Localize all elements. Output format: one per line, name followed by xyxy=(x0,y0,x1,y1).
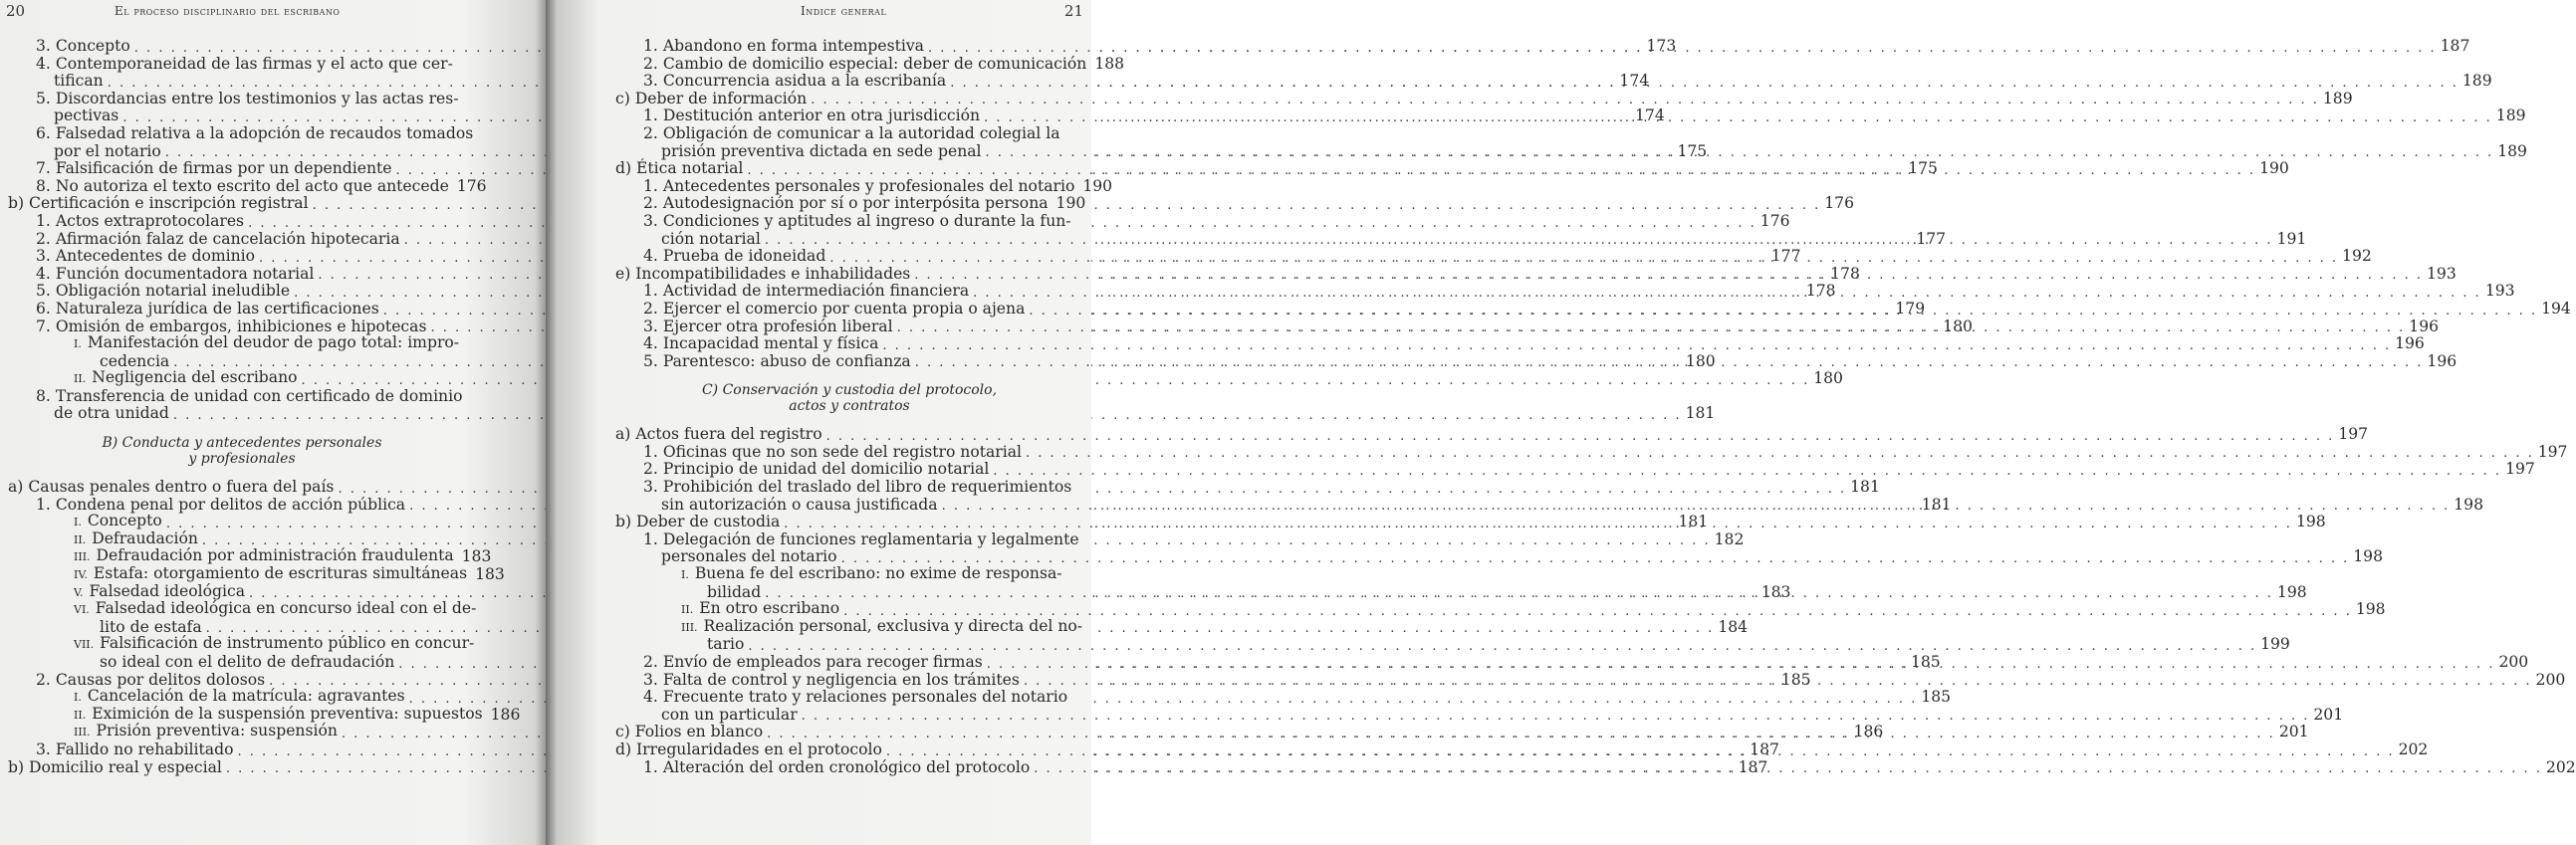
dot-leader xyxy=(829,251,2338,266)
toc-entry-label xyxy=(36,213,244,231)
toc-page-number: 177 xyxy=(1916,229,1947,248)
roman-numeral: I. xyxy=(681,568,689,582)
toc-entry-text: de otra unidad xyxy=(54,404,169,423)
toc-page-number: 182 xyxy=(1714,529,1745,548)
toc-entry-text: 1. Actos extraprotocolares xyxy=(36,211,245,230)
toc-page-number: 197 xyxy=(2338,425,2369,444)
toc-entry-label xyxy=(36,125,473,143)
toc-entry-text: ción notarial xyxy=(661,229,761,248)
toc-page-number: 176 xyxy=(1824,194,1855,213)
toc-entry-text: 4. Función documentadora notarial xyxy=(36,264,315,283)
toc-page-number: 201 xyxy=(2313,705,2344,724)
toc-page-number: 198 xyxy=(2276,582,2307,601)
toc-entry-label xyxy=(615,741,882,759)
toc-page-number: 187 xyxy=(2440,37,2470,55)
toc-page-number: 183 xyxy=(1760,582,1791,601)
toc-entry-label xyxy=(74,600,476,619)
toc-entry-label xyxy=(643,283,969,301)
toc-page-number: 181 xyxy=(1685,404,1716,423)
roman-numeral: I. xyxy=(74,337,82,351)
toc-page-number: 176 xyxy=(456,176,487,195)
toc-entry-text: lito de estafa xyxy=(100,617,202,636)
toc-entry-text: b) Domicilio real y especial xyxy=(8,757,222,776)
toc-page-number: 202 xyxy=(2398,739,2429,758)
dot-leader xyxy=(1026,446,2534,461)
toc-entry-text: 8. No autoriza el texto escrito del acto que antecede xyxy=(36,176,449,195)
toc-page-number: 200 xyxy=(2535,670,2566,689)
toc-entry-text: 4. Frecuente trato y relaciones personales del notario xyxy=(643,688,1068,707)
toc-page-number: 194 xyxy=(2541,299,2571,317)
dot-leader xyxy=(1024,670,2532,689)
toc-page-number: 178 xyxy=(1830,264,1860,283)
section-heading-line: actos y contratos xyxy=(789,398,910,415)
toc-page-number: 186 xyxy=(1853,723,1884,741)
dot-leader xyxy=(1034,757,2542,776)
roman-numeral: II. xyxy=(74,532,87,546)
toc-entry-text: b) Certificación e inscripción registral xyxy=(8,194,309,213)
section-heading xyxy=(8,435,476,467)
toc-entry-text: 3. Concepto xyxy=(36,37,130,55)
dot-leader xyxy=(748,639,2256,654)
toc-page-number: 189 xyxy=(2461,72,2492,91)
dot-leader xyxy=(993,464,2501,479)
toc-entry-text: 1. Abandono en forma intempestiva xyxy=(643,37,924,55)
toc-entry-label xyxy=(661,143,982,161)
toc-page-number: 186 xyxy=(490,705,521,724)
toc-entry-text: En otro escribano xyxy=(699,599,840,618)
toc-entry-text: a) Causas penales dentro o fuera del país xyxy=(8,478,335,497)
roman-numeral: II. xyxy=(74,708,87,722)
toc-entry-label xyxy=(643,178,1074,196)
toc-entry-text: 4. Prueba de idoneidad xyxy=(643,247,826,266)
toc-entry[interactable] xyxy=(8,176,487,196)
roman-numeral: III. xyxy=(74,550,91,564)
section-heading-line: y profesionales xyxy=(188,451,296,468)
roman-numeral: II. xyxy=(681,603,694,617)
toc-page-number: 181 xyxy=(1921,495,1952,514)
toc-entry-label xyxy=(8,759,222,777)
toc-entry-label xyxy=(36,266,314,284)
toc-entry-text: 3. Concurrencia asidua a la escribanía xyxy=(643,72,947,91)
toc-entry-text: 2. Obligación de comunicar a la autoridad colegial la xyxy=(643,123,1060,142)
toc-page-number: 187 xyxy=(1750,739,1779,758)
toc-entry-label xyxy=(8,195,309,213)
toc-entry[interactable] xyxy=(615,125,1083,143)
toc-entry-label xyxy=(643,479,1071,497)
toc-entry[interactable] xyxy=(615,460,2535,479)
toc-entry[interactable] xyxy=(8,56,476,74)
toc-entry-text: 3. Falta de control y negligencia en los trámites xyxy=(643,670,1020,689)
toc-entry-text: 2. Cambio de domicilio especial: deber de comunicación xyxy=(643,54,1087,73)
toc-page-number: 176 xyxy=(1759,211,1790,230)
toc-entry-text: 5. Obligación notarial ineludible xyxy=(36,282,291,301)
toc-entry-label xyxy=(643,689,1067,707)
toc-page-number: 202 xyxy=(2545,757,2576,776)
toc-entry-text: a) Actos fuera del registro xyxy=(615,425,822,444)
toc-entry[interactable] xyxy=(615,54,1125,74)
toc-entry[interactable] xyxy=(8,335,476,353)
toc-entry-text: cedencia xyxy=(100,351,170,370)
dot-leader xyxy=(765,582,2273,601)
toc-page-number: 193 xyxy=(2426,264,2457,283)
toc-entry-label xyxy=(36,283,290,301)
toc-entry-text: tario xyxy=(707,635,745,654)
dot-leader xyxy=(1029,304,2537,318)
toc-entry[interactable] xyxy=(8,636,476,654)
toc-entry[interactable] xyxy=(8,388,476,406)
toc-page-number: 198 xyxy=(2295,513,2326,531)
toc-entry-text: 5. Parentesco: abuso de confianza xyxy=(643,351,911,370)
toc-page-number: 189 xyxy=(2322,89,2353,107)
toc-page-number: 185 xyxy=(1780,670,1811,689)
toc-entry-text: 2. Envío de empleados para recoger firmas xyxy=(643,653,983,671)
dot-leader xyxy=(984,110,2492,125)
toc-entry-text: 4. Incapacidad mental y física xyxy=(643,334,879,353)
toc-entry-label xyxy=(36,248,255,266)
toc-page-number: 201 xyxy=(2278,723,2309,741)
toc-entry-text: Concepto xyxy=(87,512,162,530)
toc-page-number: 174 xyxy=(1635,106,1665,125)
dot-leader xyxy=(765,229,2273,248)
toc-entry[interactable] xyxy=(615,425,2369,444)
toc-entry-label xyxy=(74,723,338,741)
toc-entry-text: 2. Principio de unidad del domicilio notarial xyxy=(643,460,990,479)
toc-entry[interactable] xyxy=(615,705,2344,725)
toc-entry-text: 2. Causas por delitos dolosos xyxy=(36,670,266,689)
toc-entry-label xyxy=(661,707,798,725)
toc-entry-text: 7. Falsificación de firmas por un dependiente xyxy=(36,159,392,178)
toc-entry-text: Falsedad ideológica xyxy=(89,581,245,600)
toc-entry-label xyxy=(643,654,983,672)
toc-page-number: 178 xyxy=(1805,282,1836,301)
roman-numeral: IV. xyxy=(74,568,88,582)
toc-page-number: 175 xyxy=(1677,141,1708,160)
dot-leader xyxy=(841,551,2350,566)
toc-page-number: 181 xyxy=(1850,478,1880,497)
toc-entry-text: d) Irregularidades en el protocolo xyxy=(615,739,882,758)
toc-entry-label xyxy=(643,318,893,336)
dot-leader xyxy=(802,709,2310,724)
toc-entry-label xyxy=(36,91,459,108)
toc-page-number: 190 xyxy=(2259,159,2289,178)
toc-entry-text: sin autorización o causa justificada xyxy=(661,495,938,514)
toc-entry[interactable] xyxy=(8,91,476,108)
toc-page-number: 191 xyxy=(2276,229,2307,248)
toc-entry-text: Cancelación de la matrícula: agravantes xyxy=(87,687,405,706)
dot-leader xyxy=(928,41,2437,56)
roman-numeral: II. xyxy=(74,372,87,386)
toc-entry-text: 8. Transferencia de unidad con certificado de dominio xyxy=(36,386,463,405)
toc-entry-text: Defraudación por administración fraudulenta xyxy=(96,546,454,565)
toc-page-number: 175 xyxy=(1908,159,1938,178)
toc-page-number: 193 xyxy=(2484,282,2515,301)
toc-entry[interactable] xyxy=(615,531,1083,549)
toc-entry-text: 1. Alteración del orden cronológico del protocolo xyxy=(643,757,1031,776)
dot-leader xyxy=(826,429,2335,444)
toc-entry[interactable] xyxy=(8,368,1843,388)
toc-entry-text: 6. Falsedad relativa a la adopción de recaudos tomados xyxy=(36,123,474,142)
toc-entry-label xyxy=(74,635,474,654)
toc-page-number: 173 xyxy=(1646,37,1677,55)
dot-leader xyxy=(897,317,2406,335)
toc-entry-text: Manifestación del deudor de pago total: impro- xyxy=(87,333,460,352)
toc-page-number: 184 xyxy=(1718,617,1749,636)
roman-numeral: I. xyxy=(74,691,82,705)
dot-leader xyxy=(973,286,2481,301)
toc-entry-text: Falsificación de instrumento público en concur- xyxy=(100,634,475,653)
toc-entry-label xyxy=(643,56,1086,74)
roman-numeral: V. xyxy=(74,585,84,599)
toc-page-number: 197 xyxy=(2537,442,2568,461)
dot-leader xyxy=(942,495,2451,514)
toc-entry-text: 2. Afirmación falaz de cancelación hipotecaria xyxy=(36,229,400,248)
toc-entry-text: 3. Antecedentes de dominio xyxy=(36,247,256,266)
toc-entry-text: Defraudación xyxy=(92,528,198,547)
toc-entry-label xyxy=(36,56,453,74)
toc-page-number: 189 xyxy=(2495,106,2526,125)
toc-entry-label xyxy=(661,231,761,249)
running-header: El proceso disciplinario del escribano xyxy=(115,4,341,18)
toc-entry-text: personales del notario xyxy=(661,547,837,566)
section-heading-line: C) Conservación y custodia del protocolo, xyxy=(701,382,998,399)
toc-entry-label xyxy=(643,461,989,479)
toc-entry-label xyxy=(54,143,161,161)
toc-entry-label xyxy=(54,405,169,423)
toc-entry-text: 6. Naturaleza jurídica de las certificaciones xyxy=(36,299,379,317)
dot-leader xyxy=(886,744,2395,759)
toc-page-number: 174 xyxy=(1619,72,1650,91)
toc-entry[interactable] xyxy=(615,442,2568,462)
section-heading-line: B) Conducta y antecedentes personales xyxy=(102,435,382,452)
toc-entry-label xyxy=(643,38,924,56)
toc-page-number: 180 xyxy=(1813,369,1843,388)
toc-entry-text: Falsedad ideológica en concurso ideal con el de- xyxy=(95,599,477,618)
toc-entry-text: Prisión preventiva: suspensión xyxy=(96,722,338,740)
toc-entry-label xyxy=(36,301,379,318)
toc-entry-label xyxy=(54,73,104,91)
toc-entry-label xyxy=(707,636,744,654)
toc-entry-label xyxy=(615,160,743,178)
toc-page-number: 196 xyxy=(2395,334,2425,353)
toc-entry-text: pectivas xyxy=(54,106,119,125)
roman-numeral: VII. xyxy=(74,638,95,652)
toc-entry-text: Realización personal, exclusiva y directa del no- xyxy=(703,616,1083,635)
toc-entry-text: c) Deber de información xyxy=(615,89,808,107)
toc-entry-label xyxy=(36,178,449,196)
toc-entry-text: con un particular xyxy=(661,705,798,724)
toc-page-number: 192 xyxy=(2342,247,2372,266)
toc-entry-text: 2. Autodesignación por sí o por interpósita persona xyxy=(643,194,1049,213)
toc-page-number: 181 xyxy=(1678,513,1709,531)
toc-entry-text: prisión preventiva dictada en sede penal xyxy=(661,141,982,160)
toc-entry-text: 2. Ejercer el comercio por cuenta propia o ajena xyxy=(643,299,1026,317)
roman-numeral: VI. xyxy=(74,603,90,617)
toc-entry-text: 1. Destitución anterior en otra jurisdicción xyxy=(643,106,981,125)
toc-page-number: 189 xyxy=(2497,141,2527,160)
dot-leader xyxy=(986,141,2494,160)
toc-entry-label xyxy=(100,654,394,672)
dot-leader xyxy=(915,351,2424,370)
toc-page-number: 198 xyxy=(2454,495,2484,514)
toc-page-number: 198 xyxy=(2353,547,2384,566)
toc-page-number: 179 xyxy=(1895,299,1926,317)
toc-page-number: 198 xyxy=(2355,600,2386,619)
toc-entry-text: bilidad xyxy=(707,582,762,601)
toc-entry-label xyxy=(615,724,763,741)
toc-entry[interactable] xyxy=(615,334,2425,353)
toc-entry-label xyxy=(54,107,118,125)
toc-entry[interactable] xyxy=(615,194,1086,213)
dot-leader xyxy=(950,76,2459,91)
toc-page-number: 180 xyxy=(1685,351,1716,370)
toc-entry[interactable] xyxy=(615,616,1083,637)
toc-entry-label xyxy=(74,369,298,388)
toc-page-number: 177 xyxy=(1770,247,1801,266)
toc-entry-text: c) Folios en blanco xyxy=(615,723,764,741)
toc-entry-text: 1. Actividad de intermediación financiera xyxy=(643,282,970,301)
toc-entry-label xyxy=(681,565,1062,584)
toc-entry-label xyxy=(643,672,1020,690)
toc-entry-text: 1. Oficinas que no son sede del registro notarial xyxy=(643,442,1023,461)
toc-page-number: 185 xyxy=(1910,653,1941,671)
toc-page-number: 183 xyxy=(461,547,492,566)
toc-entry-label xyxy=(643,531,1079,549)
toc-entry[interactable] xyxy=(8,601,476,619)
toc-entry-text: 3. Condiciones y aptitudes al ingreso o durante la fun- xyxy=(643,211,1071,230)
toc-entry-label xyxy=(661,497,938,515)
toc-entry-label xyxy=(643,444,1022,462)
toc-entry-label xyxy=(643,335,878,353)
toc-entry[interactable] xyxy=(615,176,1113,196)
toc-page-number: 187 xyxy=(1738,757,1768,776)
toc-entry-label xyxy=(615,91,807,108)
toc-page-number: 200 xyxy=(2498,653,2529,671)
toc-page-number: 188 xyxy=(1094,54,1125,73)
dot-leader xyxy=(914,264,2423,283)
toc-page-number: 199 xyxy=(2260,635,2290,654)
toc-entry-label xyxy=(74,334,459,353)
toc-entry[interactable] xyxy=(615,635,2290,654)
running-header: Indice general xyxy=(801,4,887,18)
dot-leader xyxy=(987,657,2495,672)
toc-entry-label xyxy=(643,301,1025,318)
toc-page-number: 196 xyxy=(2427,351,2458,370)
toc-page-number: 190 xyxy=(1082,176,1113,195)
toc-entry-label xyxy=(8,479,334,497)
toc-entry-label xyxy=(36,741,233,759)
toc-entry[interactable] xyxy=(615,89,2353,108)
toc-entry-label xyxy=(615,266,910,284)
toc-page-number: 197 xyxy=(2505,460,2535,479)
toc-entry-text: Eximición de la suspensión preventiva: supuestos xyxy=(92,704,483,723)
toc-entry[interactable] xyxy=(615,479,1083,497)
page-number: 21 xyxy=(1063,2,1083,20)
dot-leader xyxy=(767,727,2275,741)
toc-entry-label xyxy=(643,125,1060,143)
toc-entry[interactable] xyxy=(615,689,1083,707)
toc-entry-label xyxy=(36,388,462,406)
toc-entry-label xyxy=(643,248,825,266)
toc-entry-text: Estafa: otorgamiento de escrituras simultáneas xyxy=(93,564,468,583)
section-heading xyxy=(615,382,1083,414)
toc-entry-label xyxy=(36,231,400,249)
roman-numeral: III. xyxy=(74,726,91,739)
toc-entry-text: 3. Prohibición del traslado del libro de requerimientos xyxy=(643,478,1072,497)
toc-entry-text: 3. Ejercer otra profesión liberal xyxy=(643,317,893,335)
roman-numeral: III. xyxy=(681,620,698,634)
toc-entry-text: 1. Delegación de funciones reglamentaria y legalmente xyxy=(643,529,1079,548)
toc-entry-text: d) Ética notarial xyxy=(615,159,744,178)
toc-page-number: 190 xyxy=(1055,194,1086,213)
toc-page-number: 180 xyxy=(1943,317,1973,335)
toc-entry[interactable] xyxy=(615,213,1083,231)
roman-numeral: I. xyxy=(74,516,82,529)
toc-entry-label xyxy=(643,107,980,125)
toc-entry-label xyxy=(643,759,1030,777)
toc-entry-text: 3. Fallido no rehabilitado xyxy=(36,739,234,758)
toc-entry-text: 5. Discordancias entre los testimonios y las actas res- xyxy=(36,89,459,107)
toc-entry-text: 1. Condena penal por delitos de acción pública xyxy=(36,495,406,514)
toc-entry-text: tifican xyxy=(54,72,104,91)
toc-entry-text: Buena fe del escribano: no exime de responsa- xyxy=(694,564,1062,583)
toc-entry-text: 1. Antecedentes personales y profesionales del notario xyxy=(643,176,1075,195)
toc-entry-text: Negligencia del escribano xyxy=(92,368,298,387)
toc-page-number: 185 xyxy=(1921,688,1952,707)
toc-entry[interactable] xyxy=(8,125,476,143)
toc-entry-label xyxy=(643,195,1049,213)
toc-entry-text: por el notario xyxy=(54,141,161,160)
toc-entry-label xyxy=(643,353,911,371)
page-number: 20 xyxy=(6,2,26,20)
toc-entry-label xyxy=(615,426,822,444)
toc-entry-label xyxy=(681,618,1082,637)
toc-entry-label xyxy=(36,38,130,56)
toc-entry-text: b) Deber de custodia xyxy=(615,513,781,531)
toc-entry-label xyxy=(36,160,392,178)
toc-entry-text: e) Incompatibilidades e inhabilidades xyxy=(615,264,911,283)
toc-entry-label xyxy=(643,73,946,91)
toc-entry-label xyxy=(643,213,1071,231)
toc-entry-text: so ideal con el delito de defraudación xyxy=(100,653,395,671)
dot-leader xyxy=(784,517,2292,531)
toc-entry-text: 7. Omisión de embargos, inhibiciones e hipotecas xyxy=(36,317,427,335)
dot-leader xyxy=(747,163,2255,178)
dot-leader xyxy=(882,338,2391,353)
toc-entry-text: 4. Contemporaneidad de las firmas y el acto que cer- xyxy=(36,54,453,73)
dot-leader xyxy=(811,93,2319,107)
toc-entry[interactable] xyxy=(615,566,1083,584)
toc-entry-label xyxy=(615,514,780,531)
toc-page-number: 196 xyxy=(2409,317,2440,335)
toc-page-number: 183 xyxy=(475,565,505,584)
